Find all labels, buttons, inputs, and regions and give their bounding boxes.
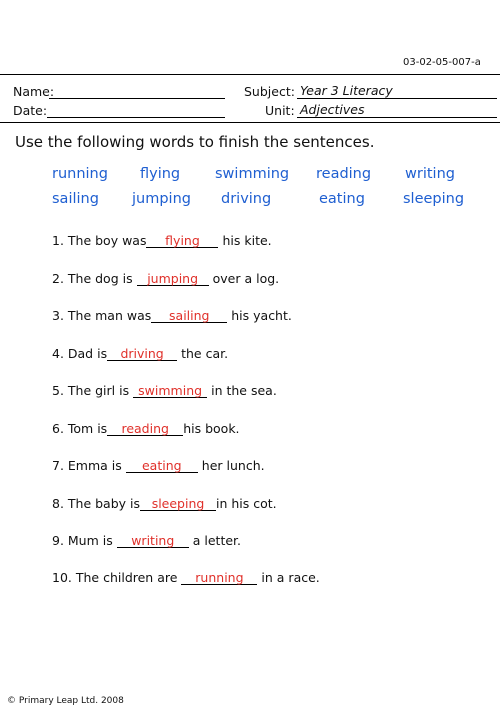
sentence-text: a letter. xyxy=(192,533,242,548)
sentence-text: her lunch. xyxy=(201,458,265,473)
unit-value: Adjectives xyxy=(300,102,365,117)
sentence-text: over a log. xyxy=(212,271,280,286)
sentence-8 xyxy=(52,496,277,511)
sentence-text: 7. Emma is xyxy=(52,458,122,473)
instruction: Use the following words to finish the sentences. xyxy=(15,133,375,151)
word-bank-word: running xyxy=(52,166,108,182)
sentence-10 xyxy=(52,570,320,585)
unit-field xyxy=(297,117,497,118)
sentence-text: in the sea. xyxy=(211,383,277,398)
sentence-6 xyxy=(52,421,240,436)
sentence-text: 2. The dog is xyxy=(52,271,133,286)
answer-blank[interactable]: swimming xyxy=(133,385,207,399)
sentence-text: 8. The baby is xyxy=(52,496,141,511)
word-bank-word: swimming xyxy=(215,166,290,182)
sentence-text: 1. The boy was xyxy=(52,233,147,248)
header-bottom-rule xyxy=(0,122,500,123)
header-top-rule xyxy=(0,74,500,75)
copyright-notice: © Primary Leap Ltd. 2008 xyxy=(7,696,124,706)
word-bank-word: sleeping xyxy=(403,191,465,207)
answer-blank[interactable]: reading xyxy=(107,423,183,437)
unit-label: Unit: xyxy=(265,103,295,118)
sentence-text: 5. The girl is xyxy=(52,383,130,398)
answer-blank[interactable]: running xyxy=(181,572,257,586)
word-bank-word: reading xyxy=(316,166,372,182)
sentence-5 xyxy=(52,383,277,398)
word-bank-word: writing xyxy=(405,166,455,182)
subject-value: Year 3 Literacy xyxy=(300,83,393,98)
answer-blank[interactable]: driving xyxy=(107,348,177,362)
sentence-7 xyxy=(52,458,265,473)
answer-blank[interactable]: sleeping xyxy=(140,498,216,512)
word-bank-word: flying xyxy=(140,166,181,182)
sentence-2 xyxy=(52,271,279,286)
answer-blank[interactable]: sailing xyxy=(151,310,227,324)
answer-blank[interactable]: flying xyxy=(146,235,218,249)
sentence-3 xyxy=(52,308,292,323)
sentence-text: 3. The man was xyxy=(52,308,152,323)
reference-code: 03-02-05-007-a xyxy=(403,57,481,68)
answer-blank[interactable]: eating xyxy=(126,460,198,474)
word-bank-word: sailing xyxy=(52,191,99,207)
sentence-text: 4. Dad is xyxy=(52,346,108,361)
sentence-1 xyxy=(52,233,272,248)
date-label: Date: xyxy=(13,103,48,118)
name-label: Name: xyxy=(13,84,55,99)
sentence-text: in his cot. xyxy=(216,496,277,511)
sentence-text: his book. xyxy=(183,421,240,436)
word-bank-word: jumping xyxy=(132,191,191,207)
date-field[interactable] xyxy=(47,117,225,118)
sentence-text: 9. Mum is xyxy=(52,533,113,548)
sentence-text: his kite. xyxy=(222,233,272,248)
word-bank-word: eating xyxy=(319,191,365,207)
sentence-text: his yacht. xyxy=(231,308,292,323)
sentence-9 xyxy=(52,533,241,548)
sentence-text: in a race. xyxy=(261,570,320,585)
sentence-text: 6. Tom is xyxy=(52,421,108,436)
name-field[interactable] xyxy=(49,98,225,99)
subject-field xyxy=(297,98,497,99)
answer-blank[interactable]: jumping xyxy=(137,273,209,287)
sentence-text: 10. The children are xyxy=(52,570,178,585)
subject-label: Subject: xyxy=(244,84,295,99)
sentence-4 xyxy=(52,346,228,361)
word-bank-word: driving xyxy=(221,191,272,207)
sentence-text: the car. xyxy=(181,346,229,361)
answer-blank[interactable]: writing xyxy=(117,535,189,549)
